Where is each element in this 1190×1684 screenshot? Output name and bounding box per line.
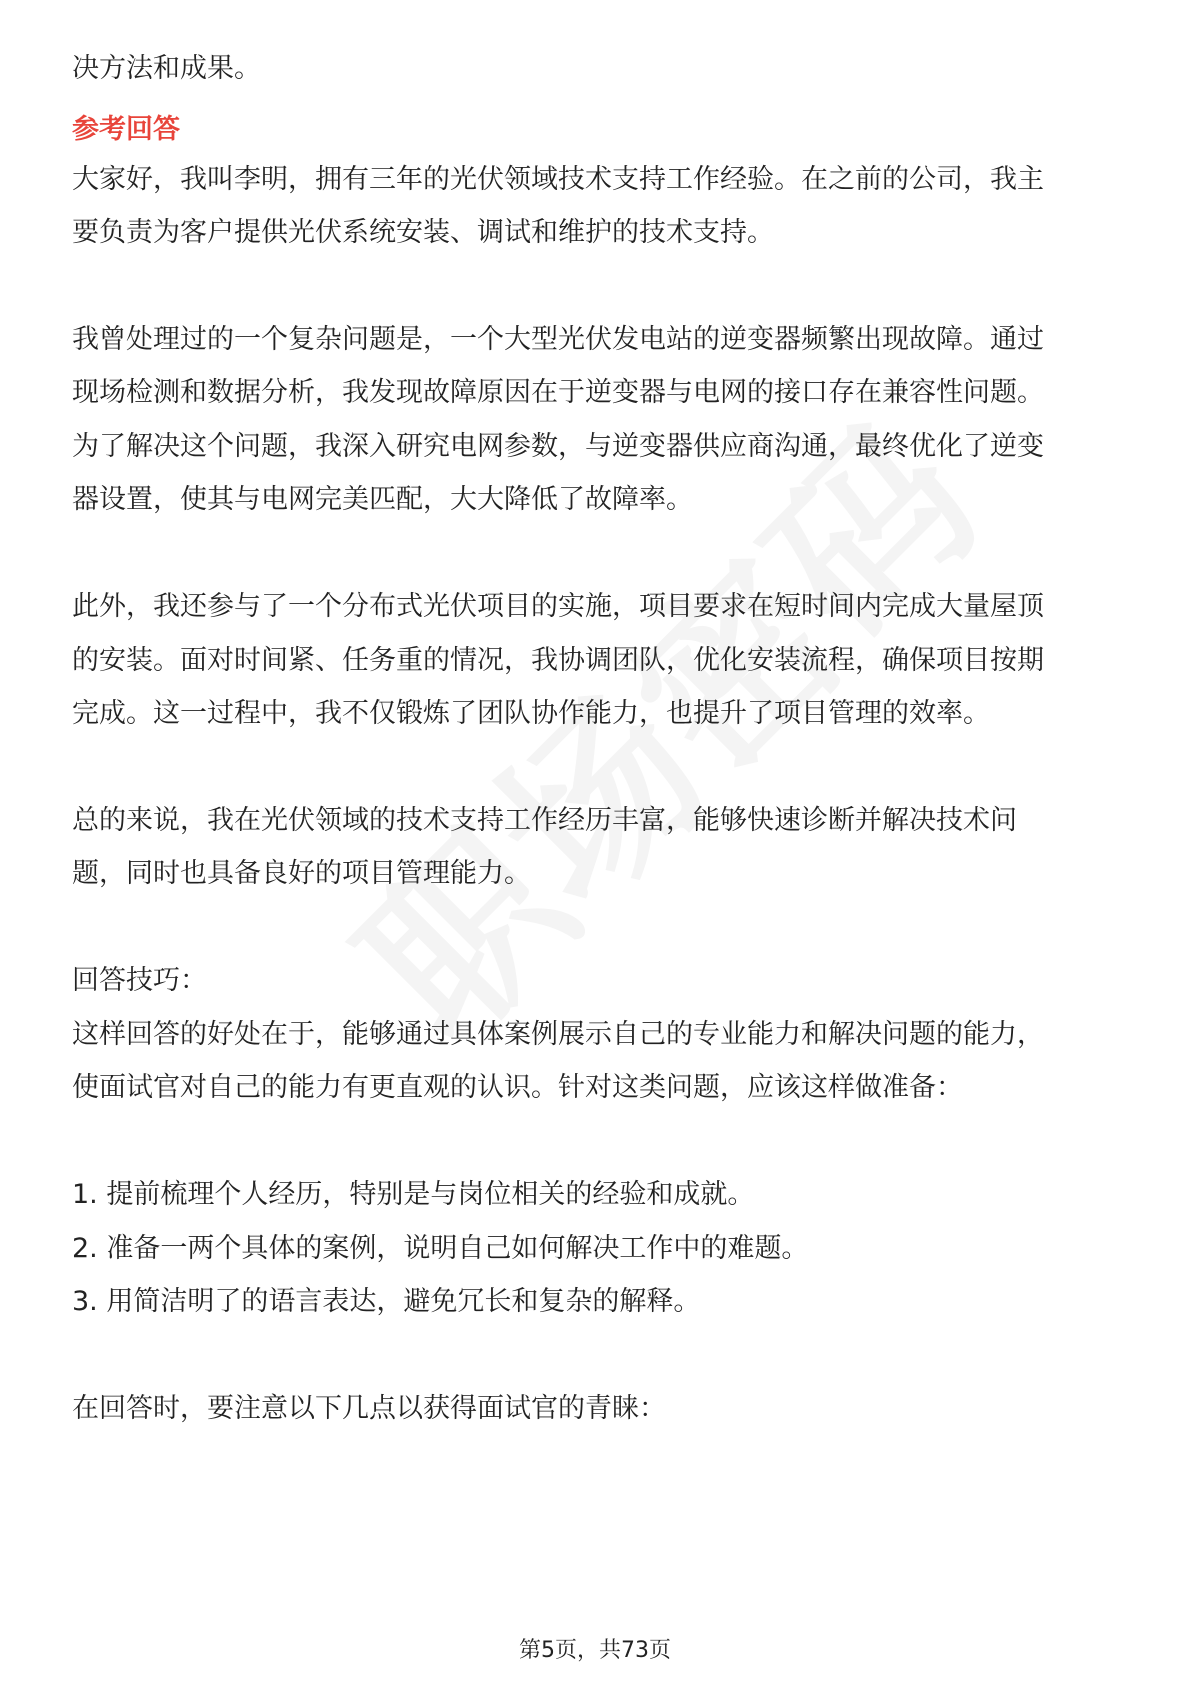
answer-p2-line-3: 为了解决这个问题，我深入研究电网参数，与逆变器供应商沟通，最终优化了逆变 xyxy=(72,431,1044,462)
tips-list-item-2: 2. 准备一两个具体的案例，说明自己如何解决工作中的难题。 xyxy=(72,1233,809,1264)
tips-p1-line-1: 这样回答的好处在于，能够通过具体案例展示自己的专业能力和解决问题的能力， xyxy=(72,1019,1044,1050)
page-number-footer: 第5页，共73页 xyxy=(519,1638,671,1663)
answer-p3-line-2: 的安装。面对时间紧、任务重的情况，我协调团队，优化安装流程，确保项目按期 xyxy=(72,645,1044,676)
answer-p3-line-1: 此外，我还参与了一个分布式光伏项目的实施，项目要求在短时间内完成大量屋顶 xyxy=(72,591,1044,622)
answer-p2-line-4: 器设置，使其与电网完美匹配，大大降低了故障率。 xyxy=(72,484,693,515)
answer-p3-line-3: 完成。这一过程中，我不仅锻炼了团队协作能力，也提升了项目管理的效率。 xyxy=(72,698,990,729)
tips-list-item-1: 1. 提前梳理个人经历，特别是与岗位相关的经验和成就。 xyxy=(72,1179,755,1210)
answer-heading: 参考回答 xyxy=(72,114,180,145)
answer-p1-line-1: 大家好，我叫李明，拥有三年的光伏领域技术支持工作经验。在之前的公司，我主 xyxy=(72,164,1044,195)
tips-p1-line-2: 使面试官对自己的能力有更直观的认识。针对这类问题，应该这样做准备： xyxy=(72,1072,963,1103)
answer-p4-line-1: 总的来说，我在光伏领域的技术支持工作经历丰富，能够快速诊断并解决技术问 xyxy=(72,805,1017,836)
answer-p2-line-1: 我曾处理过的一个复杂问题是，一个大型光伏发电站的逆变器频繁出现故障。通过 xyxy=(72,324,1044,355)
answer-p4-line-2: 题，同时也具备良好的项目管理能力。 xyxy=(72,858,531,889)
answer-p2-line-2: 现场检测和数据分析，我发现故障原因在于逆变器与电网的接口存在兼容性问题。 xyxy=(72,377,1044,408)
tips-heading: 回答技巧： xyxy=(72,965,207,996)
answer-p1-line-2: 要负责为客户提供光伏系统安装、调试和维护的技术支持。 xyxy=(72,217,774,248)
tips-list-item-3: 3. 用简洁明了的语言表达，避免冗长和复杂的解释。 xyxy=(72,1286,701,1317)
tips-closing-text: 在回答时，要注意以下几点以获得面试官的青睐： xyxy=(72,1393,666,1424)
intro-tail-text: 决方法和成果。 xyxy=(72,53,261,84)
